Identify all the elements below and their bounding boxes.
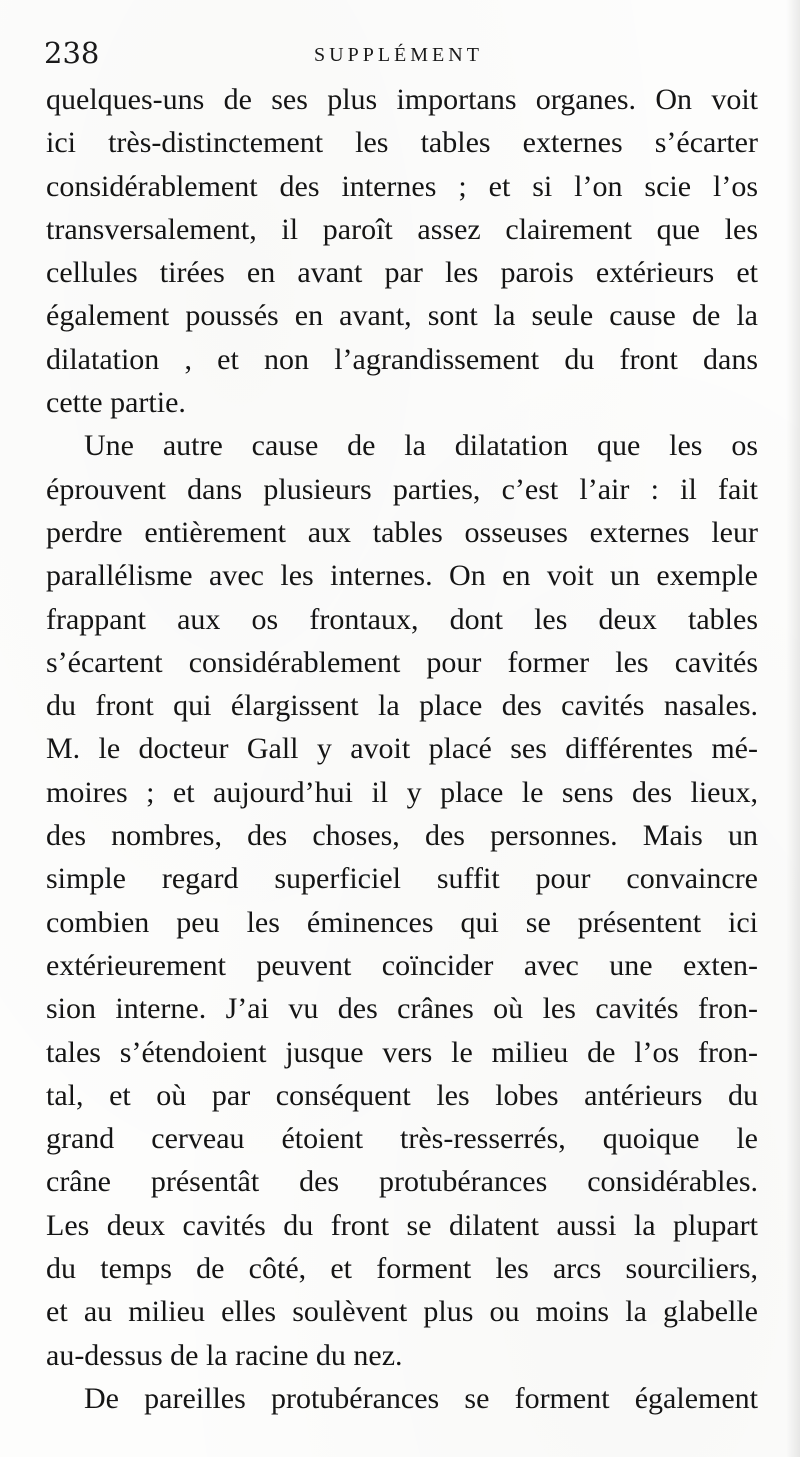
text-line: du front qui élargissent la place des cavités nasales. [46,689,758,723]
text-line: dilatation , et non l’agrandissement du front dans [46,342,758,376]
text-line: également poussés en avant, sont la seule cause de la [46,299,758,333]
text-line: au-dessus de la racine du nez. [46,1338,403,1372]
text-line: transversalement, il paroît assez clairement que les [46,212,758,246]
text-line: tales s’étendoient jusque vers le milieu de l’os fron- [46,1035,758,1069]
text-line: perdre entièrement aux tables osseuses externes leur [46,515,758,549]
text-line: crâne présentât des protubérances considérables. [46,1165,758,1199]
text-line: M. le docteur Gall y avoit placé ses différentes mé- [46,732,758,766]
text-line: cellules tirées en avant par les parois extérieurs et [46,256,758,290]
text-line: grand cerveau étoient très-resserrés, quoique le [46,1122,758,1156]
text-line: Les deux cavités du front se dilatent aussi la plupart [46,1208,758,1242]
text-line: De pareilles protubérances se forment également [84,1381,758,1415]
page-number: 238 [44,36,100,70]
text-line: combien peu les éminences qui se présentent ici [46,905,758,939]
text-line: parallélisme avec les internes. On en voit un exemple [46,559,758,593]
text-line: frappant aux os frontaux, dont les deux tables [46,602,758,636]
text-line: des nombres, des choses, des personnes. Mais un [46,819,758,853]
text-line: moires ; et aujourd’hui il y place le sens des lieux, [46,775,758,809]
text-line: tal, et où par conséquent les lobes antérieurs du [46,1078,758,1112]
text-line: extérieurement peuvent coïncider avec une exten- [46,948,758,982]
body-text [46,78,758,1420]
page-edge-shadow [786,0,800,1457]
text-line: cette partie. [46,386,186,420]
text-line: Une autre cause de la dilatation que les os [84,429,758,463]
text-line: ici très-distinctement les tables externes s’écarter [46,126,758,160]
text-line: s’écartent considérablement pour former les cavités [46,645,758,679]
text-line: quelques-uns de ses plus importans organes. On voit [46,83,758,116]
page-header [44,36,764,80]
text-line: simple regard superficiel suffit pour convaincre [46,862,758,896]
text-line: considérablement des internes ; et si l’on scie l’os [46,169,758,203]
text-line: éprouvent dans plusieurs parties, c’est l’air : il fait [46,472,758,506]
text-line: et au milieu elles soulèvent plus ou moins la glabelle [46,1295,758,1329]
text-line: sion interne. J’ai vu des crânes où les cavités fron- [46,992,758,1026]
running-head: SUPPLÉMENT [314,44,483,66]
text-line: du temps de côté, et forment les arcs sourciliers, [46,1252,758,1286]
